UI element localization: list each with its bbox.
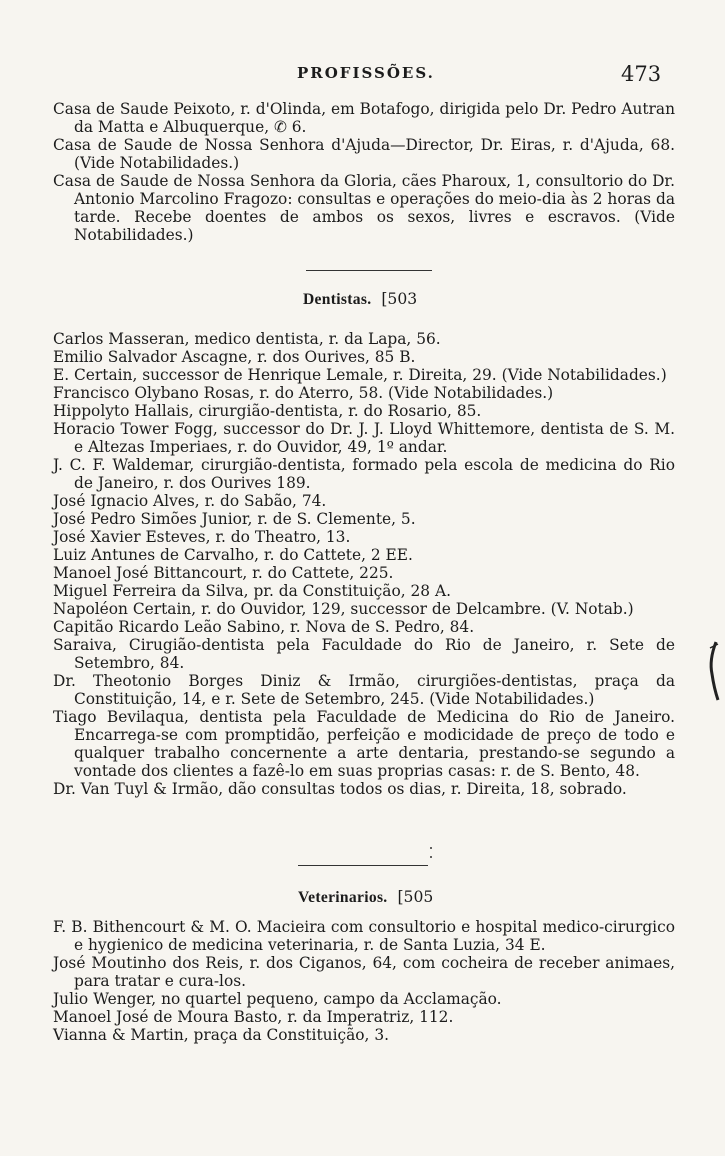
list-item: F. B. Bithencourt & M. O. Macieira com consultorio e hospital medico-cirurgico e hygienico de medicina veterinaria, r. de Santa Luzia, 34 E.: [53, 918, 675, 954]
veterinarios-list: [0, 918, 725, 1044]
list-item: Dr. Theotonio Borges Diniz & Irmão, cirurgiões-dentistas, praça da Constituição, 14, e r. Sete de Setembro, 245. (Vide Notabilidades.): [53, 672, 675, 708]
list-item: Dr. Van Tuyl & Irmão, dão consultas todos os dias, r. Direita, 18, sobrado.: [53, 780, 627, 798]
list-item: Manoel José Bittancourt, r. do Cattete, 225.: [53, 564, 394, 582]
list-item: José Xavier Esteves, r. do Theatro, 13.: [53, 528, 351, 546]
list-item: Miguel Ferreira da Silva, pr. da Constituição, 28 A.: [53, 582, 451, 600]
section-ref: [503: [381, 290, 418, 308]
page-number: 473: [621, 62, 662, 86]
casas-de-saude-list: [0, 100, 725, 244]
list-item: Francisco Olybano Rosas, r. do Aterro, 58. (Vide Notabilidades.): [53, 384, 554, 402]
section-title-text: Dentistas.: [303, 291, 372, 308]
list-item: Casa de Saude de Nossa Senhora d'Ajuda—Director, Dr. Eiras, r. d'Ajuda, 68. (Vide Notabilidades.): [53, 136, 675, 172]
list-item: Casa de Saude de Nossa Senhora da Gloria, cães Pharoux, 1, consultorio do Dr. Antonio Marcolino Fragozo: consultas e operações do meio-dia às 2 horas da tarde. Recebe doentes de ambos os sexos, livres e escravos. (Vide Notabilidades.): [53, 172, 675, 244]
dentistas-list: [0, 330, 725, 798]
section-divider: [306, 270, 432, 271]
list-item: E. Certain, successor de Henrique Lemale, r. Direita, 29. (Vide Notabilidades.): [53, 366, 667, 384]
section-title-text: Veterinarios.: [298, 889, 388, 906]
list-item: J. C. F. Waldemar, cirurgião-dentista, formado pela escola de medicina do Rio de Janeiro, r. dos Ourives 189.: [53, 456, 675, 492]
section-title-veterinarios: [298, 888, 433, 907]
running-title: PROFISSÕES.: [297, 64, 435, 82]
ornament-dot: [430, 847, 432, 849]
list-item: Julio Wenger, no quartel pequeno, campo da Acclamação.: [53, 990, 502, 1008]
list-item: Napoléon Certain, r. do Ouvidor, 129, successor de Delcambre. (V. Notab.): [53, 600, 634, 618]
list-item: Saraiva, Cirugião-dentista pela Faculdade do Rio de Janeiro, r. Sete de Setembro, 84.: [53, 636, 675, 672]
list-item: José Pedro Simões Junior, r. de S. Clemente, 5.: [53, 510, 416, 528]
list-item: Luiz Antunes de Carvalho, r. do Cattete, 2 EE.: [53, 546, 413, 564]
section-title-dentistas: [303, 290, 417, 309]
section-ref: [505: [397, 888, 434, 906]
list-item: Capitão Ricardo Leão Sabino, r. Nova de S. Pedro, 84.: [53, 618, 475, 636]
ornament-dot: [430, 856, 432, 858]
list-item: Tiago Bevilaqua, dentista pela Faculdade de Medicina do Rio de Janeiro. Encarrega-se com promptidão, perfeição e modicidade de preço de todo e qualquer trabalho concernente a arte dentaria, prestando-se segundo a vontade dos clientes a fazê-lo em suas proprias casas: r. de S. Bento, 48.: [53, 708, 675, 780]
list-item: Horacio Tower Fogg, successor do Dr. J. J. Lloyd Whittemore, dentista de S. M. e Altezas Imperiaes, r. do Ouvidor, 49, 1º andar.: [53, 420, 675, 456]
list-item: José Ignacio Alves, r. do Sabão, 74.: [53, 492, 327, 510]
section-divider: [298, 865, 428, 866]
list-item: Hippolyto Hallais, cirurgião-dentista, r. do Rosario, 85.: [53, 402, 482, 420]
list-item: Emilio Salvador Ascagne, r. dos Ourives, 85 B.: [53, 348, 416, 366]
list-item: Vianna & Martin, praça da Constituição, 3.: [53, 1026, 390, 1044]
list-item: José Moutinho dos Reis, r. dos Ciganos, 64, com cocheira de receber animaes, para tratar e cura-los.: [53, 954, 675, 990]
page-header: [0, 64, 725, 94]
list-item: Manoel José de Moura Basto, r. da Imperatriz, 112.: [53, 1008, 454, 1026]
list-item: Carlos Masseran, medico dentista, r. da Lapa, 56.: [53, 330, 441, 348]
page-edge-mark: [706, 640, 720, 702]
list-item: Casa de Saude Peixoto, r. d'Olinda, em Botafogo, dirigida pelo Dr. Pedro Autran da Matta e Albuquerque, ✆ 6.: [53, 100, 675, 136]
